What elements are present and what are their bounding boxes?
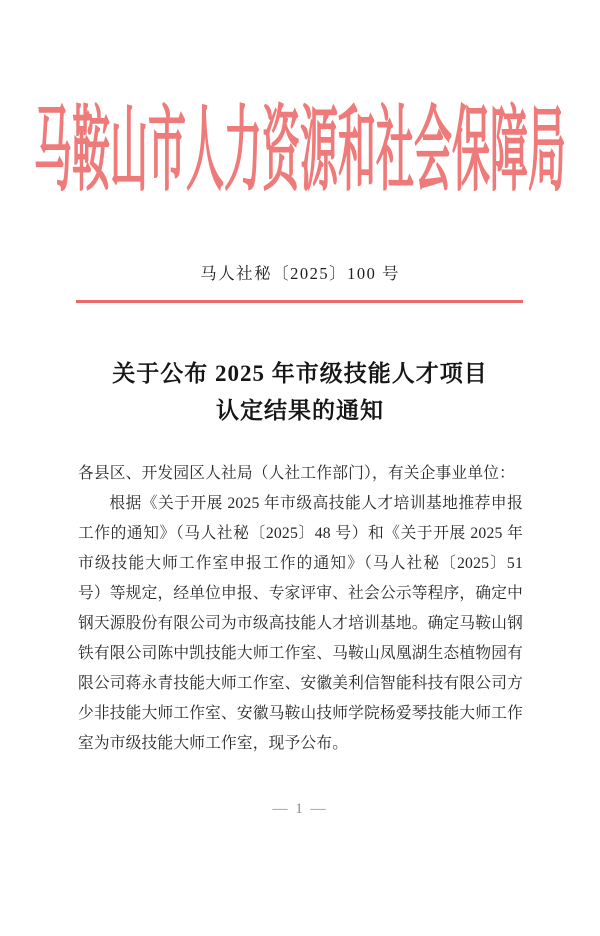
document-body xyxy=(78,459,523,759)
page-number: — 1 — xyxy=(272,801,328,817)
salutation-line: 各县区、开发园区人社局（人社工作部门），有关企事业单位： xyxy=(78,465,515,482)
agency-name: 马鞍山市人力资源和社会保障局 xyxy=(34,100,567,204)
title-line-2: 认定结果的通知 xyxy=(216,398,384,423)
doc-number: 马人社秘〔2025〕100 号 xyxy=(200,264,400,283)
document-title xyxy=(0,355,600,429)
document-page xyxy=(0,88,600,936)
red-divider-line xyxy=(76,300,523,303)
main-paragraph: 根据《关于开展 2025 年市级高技能人才培训基地推荐申报工作的通知》（马人社秘〔2025〕48 号）和《关于开展 2025 年市级技能大师工作室申报工作的通知》（马人社秘〔2025〕51 号）等规定，经单位申报、专家评审、社会公示等程序，确定中钢天源股份有限公司为市级高技能人才培训基地。确定马鞍山钢铁有限公司陈中凯技能大师工作室、马鞍山凤凰湖生态植物园有限公司蒋永青技能大师工作室、安徽美利信智能科技有限公司方少非技能大师工作室、安徽马鞍山技师学院杨爱琴技能大师工作室为市级技能大师工作室，现予公布。 xyxy=(78,495,523,752)
title-line-1: 关于公布 2025 年市级技能人才项目 xyxy=(112,361,488,386)
agency-header xyxy=(34,88,567,204)
